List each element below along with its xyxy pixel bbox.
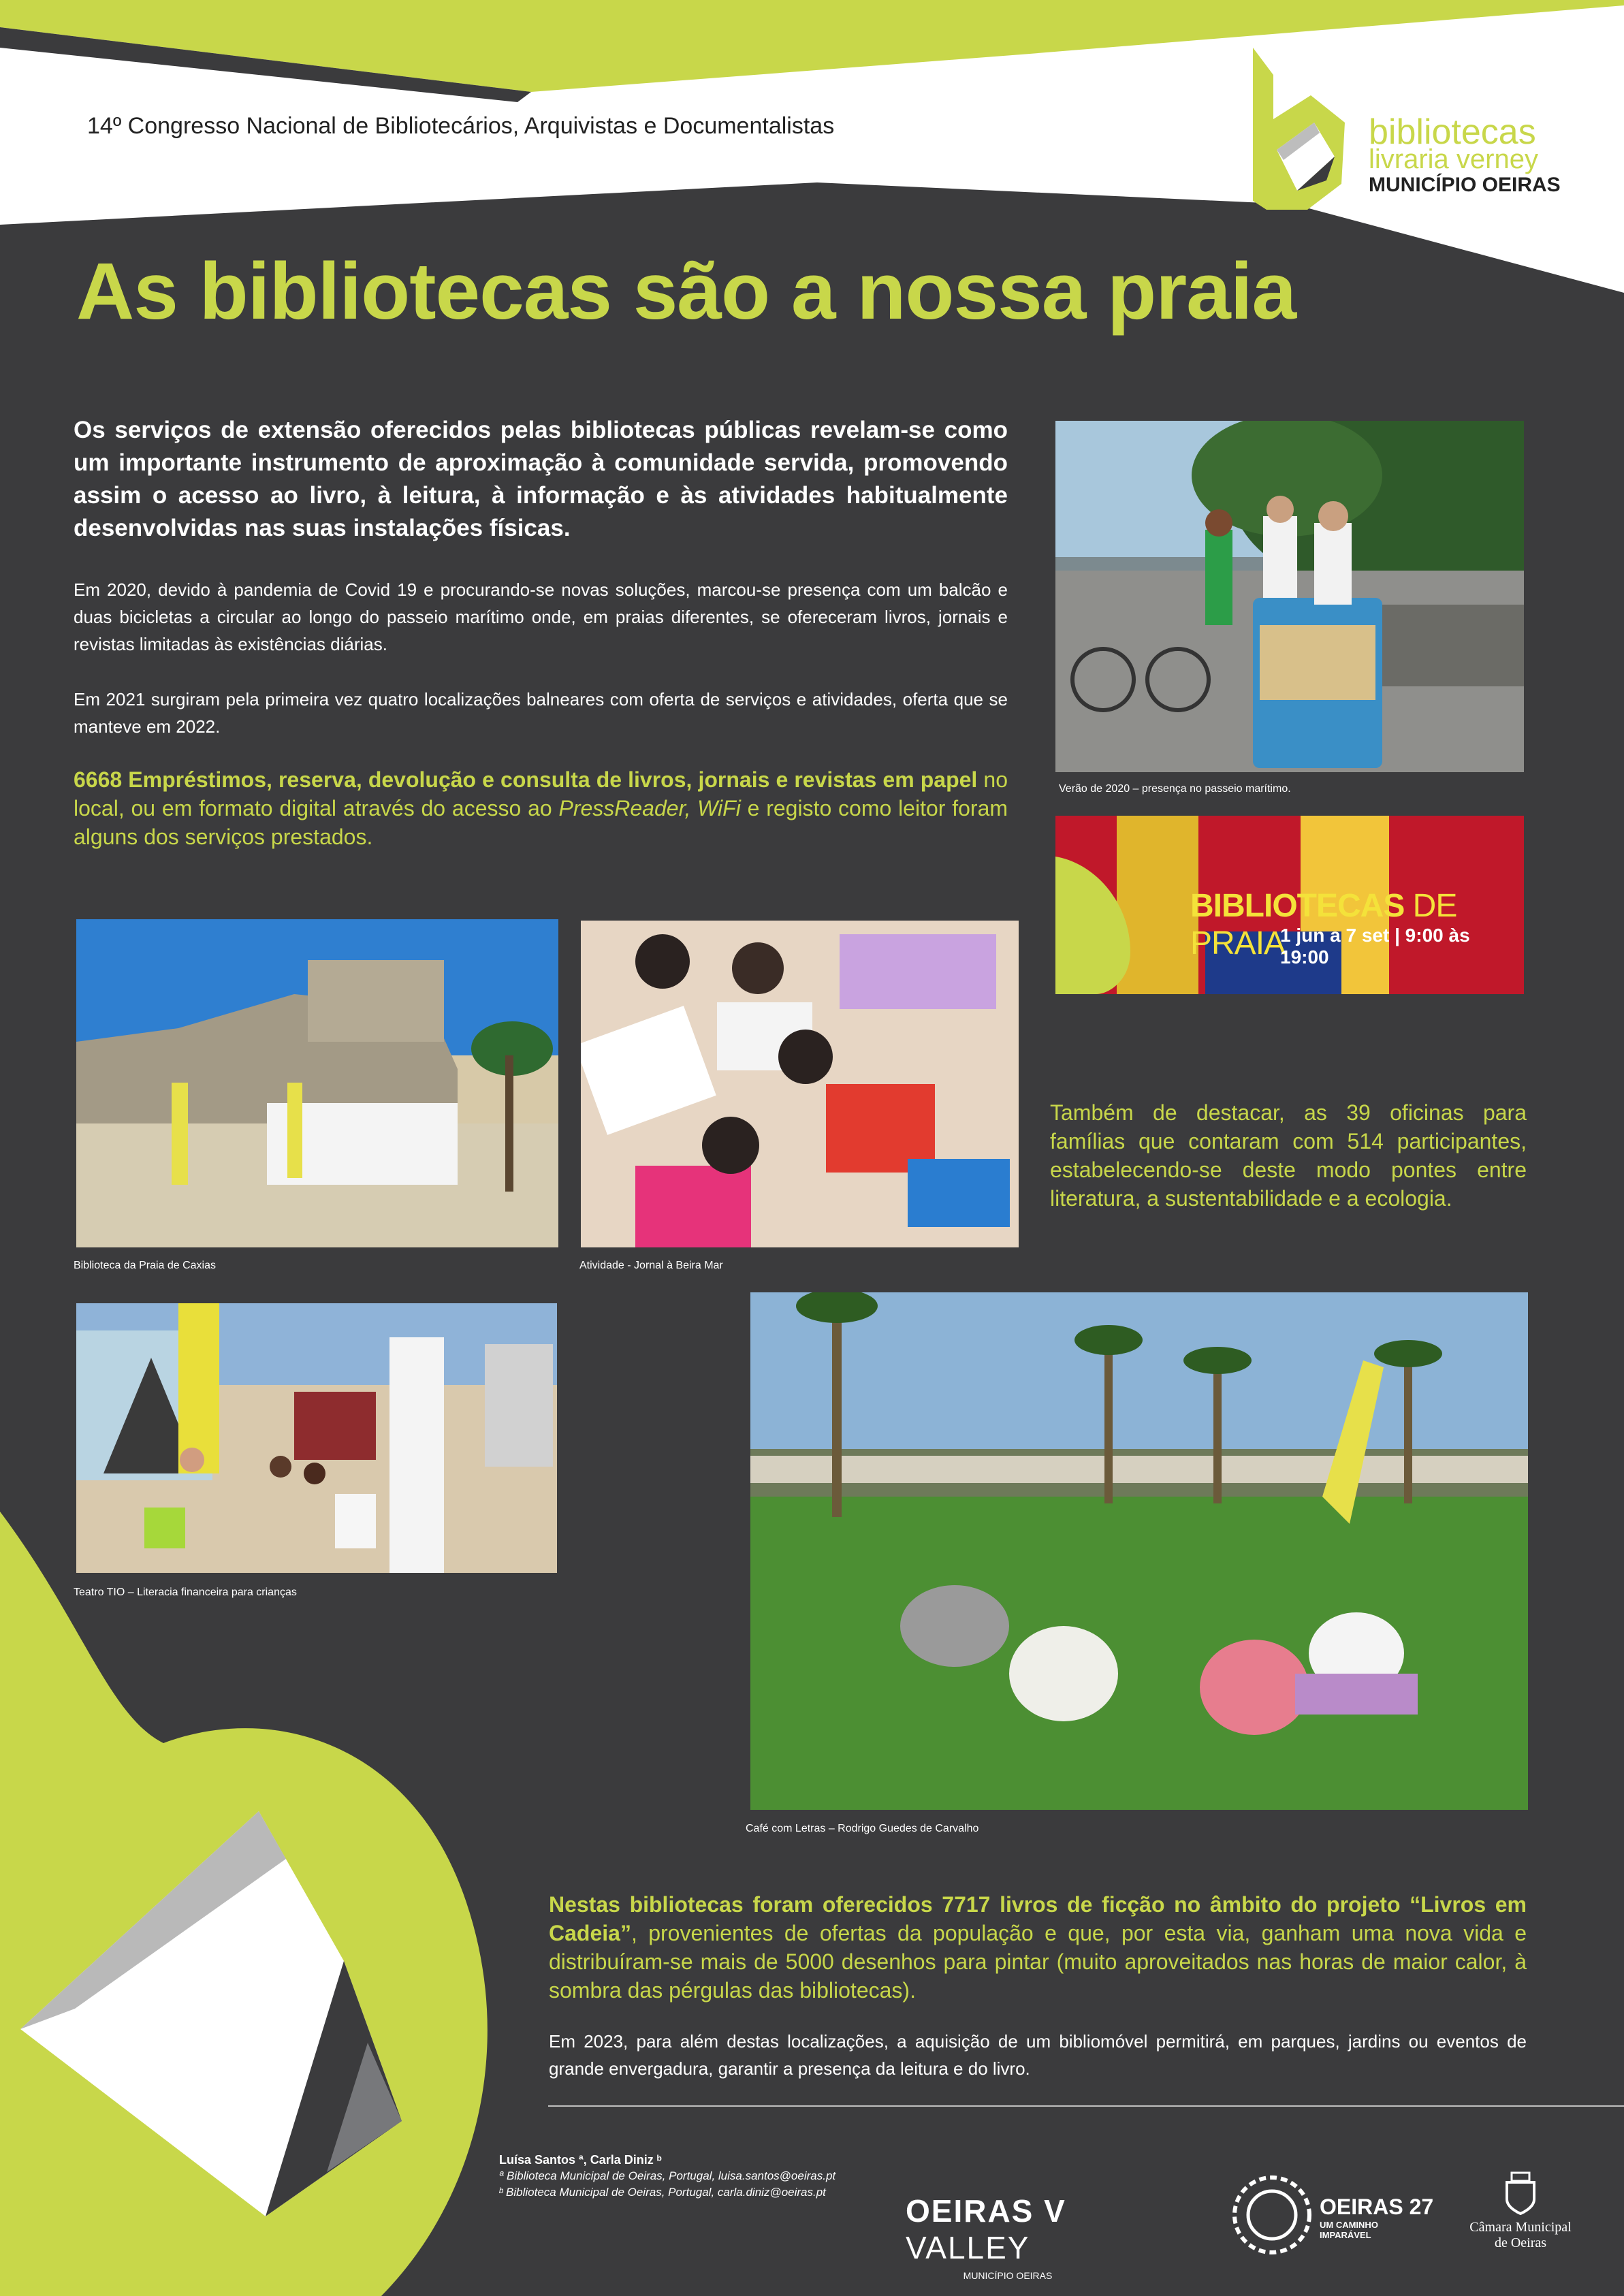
footer-divider [548, 2105, 1624, 2107]
photo-cafe-com-letras [750, 1292, 1528, 1810]
photo-promenade-2020 [1055, 421, 1524, 772]
caption-cafe: Café com Letras – Rodrigo Guedes de Carvalho [746, 1823, 979, 1834]
photo-praia-de-caxias [76, 919, 558, 1247]
workshops-text: Também de destacar, as 39 oficinas para famílias que contaram com 514 participantes, estabelecendo-se deste modo pontes entre literatura, a sustentabilidade e a ecologia. [1050, 1100, 1527, 1211]
coat-of-arms-icon [1497, 2169, 1544, 2216]
authors: Luísa Santos ª, Carla Diniz ᵇ [499, 2153, 662, 2167]
logo-bibliotecas: bibliotecas [1369, 112, 1536, 152]
oeiras-valley-logo: OEIRAS V VALLEY MUNICÍPIO OEIRAS [906, 2193, 1066, 2281]
loans-highlight: 6668 Empréstimos, reserva, devolução e consulta de livros, jornais e revistas em papel no local, ou em formato digital através do acesso ao PressReader, WiFi e registo como leitor foram alguns dos serviços prestados. [74, 767, 1008, 849]
poster-title: As bibliotecas são a nossa praia [76, 246, 1296, 336]
books-text: Nestas bibliotecas foram oferecidos 7717 livros de ficção no âmbito do projeto “Livros em Cadeia”, provenientes de ofertas da população e que, por esta via, ganham uma nova vida e distribuíram-se mais de 5000 desenhos para pintar (muito aproveitados nas horas de maior calor, à sombra das pérgulas das bibliotecas). [549, 1892, 1527, 2003]
library-logo [1246, 48, 1348, 211]
camara-oeiras-logo: Câmara Municipal de Oeiras [1469, 2169, 1572, 2251]
caption-promenade: Verão de 2020 – presença no passeio marítimo. [1059, 783, 1291, 795]
banner-dates: 1 jun a 7 set | 9:00 às 19:00 [1280, 925, 1470, 968]
logo-municipio: MUNICÍPIO OEIRAS [1369, 174, 1561, 196]
banner-bibliotecas-de-praia [1055, 816, 1524, 994]
caption-teatro: Teatro TIO – Literacia financeira para crianças [74, 1587, 297, 1598]
banner-title: BIBLIOTECAS DE PRAIA [1190, 888, 1457, 961]
caption-caxias: Biblioteca da Praia de Caxias [74, 1260, 217, 1271]
valley-v-icon: V [1044, 2193, 1066, 2229]
caption-jornal: Atividade - Jornal à Beira Mar [579, 1260, 723, 1271]
photo-jornal-beira-mar [581, 921, 1019, 1247]
intro-paragraph-2021: Em 2021 surgiram pela primeira vez quatro localizações balneares com oferta de serviços e atividades, oferta que se manteve em 2022. [74, 689, 1008, 737]
congress-title: 14º Congresso Nacional de Bibliotecários, Arquivistas e Documentalistas [87, 113, 835, 139]
logo-livraria: livraria verney [1369, 144, 1538, 174]
affiliation-b: ᵇ Biblioteca Municipal de Oeiras, Portugal, carla.diniz@oeiras.pt [499, 2186, 826, 2199]
oeiras27-logo: OEIRAS 27 UM CAMINHO IMPARÁVEL [1231, 2174, 1435, 2256]
oeiras27-circle-icon [1231, 2174, 1313, 2256]
photo-teatro-tio [76, 1303, 557, 1573]
intro-paragraph-2020: Em 2020, devido à pandemia de Covid 19 e procurando-se novas soluções, marcou-se presença com um balcão e duas bicicletas a circular ao longo do passeio marítimo onde, em praias diferentes, se ofereceram livros, jornais e revistas limitadas às existências diárias. [74, 579, 1008, 654]
bibliomovel-text: Em 2023, para além destas localizações, a aquisição de um bibliomóvel permitirá, em parques, jardins ou eventos de grande envergadura, garantir a presença da leitura e do livro. [549, 2031, 1527, 2079]
library-b-icon [1246, 48, 1348, 211]
intro-lead: Os serviços de extensão oferecidos pelas bibliotecas públicas revelam-se como um importante instrumento de aproximação à comunidade servida, promovendo assim o acesso ao livro, à leitura, à informação e às atividades habitualmente desenvolvidas nas suas instalações físicas. [74, 417, 1008, 541]
authors-block [499, 2152, 835, 2201]
affiliation-a: ª Biblioteca Municipal de Oeiras, Portugal, luisa.santos@oeiras.pt [499, 2169, 836, 2182]
